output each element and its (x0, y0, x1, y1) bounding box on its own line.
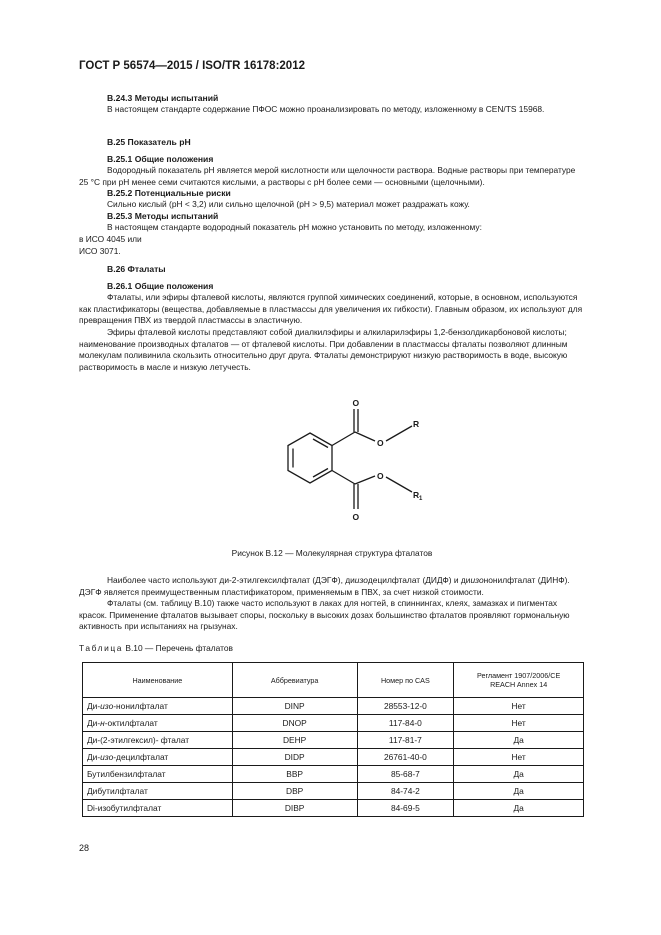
cell-abbr: DBP (232, 783, 357, 800)
cell-abbr: DNOP (232, 715, 357, 732)
header-abbr: Аббревиатура (232, 663, 357, 698)
heading-b25-3: В.25.3 Методы испытаний (107, 211, 219, 221)
table-row (83, 800, 584, 817)
text-b25-2: Сильно кислый (рН < 3,2) или сильно щелочной (рН > 9,5) материал может раздражать кожу. (107, 199, 470, 209)
atom-o-lower-ester: O (377, 471, 384, 481)
header-cas: Номер по CAS (357, 663, 454, 698)
lower-bond-carbonyl-oxygen (355, 476, 375, 484)
heading-b25-2: В.25.2 Потенциальные риски (107, 188, 231, 198)
upper-bond-carbonyl-oxygen (355, 432, 375, 441)
phthalate-structure-figure (255, 390, 445, 535)
table-row (83, 715, 584, 732)
text-b25-1: Водородный показатель рН является мерой кислотности или щелочности раствора. Водные растворы при температуре 25 °С при рН менее семи считаются кислыми, а растворы с рН более семи — основными (щелочными). (79, 165, 576, 187)
heading-b25: В.25 Показатель рН (107, 137, 191, 147)
cell-name: Ди-(2-этилгексил)- фталат (83, 732, 233, 749)
upper-bond-ring-carbonyl (332, 432, 355, 446)
cell-name: Ди-изо-нонилфталат (83, 698, 233, 715)
cell-regulation: Да (454, 800, 584, 817)
cell-cas: 117-84-0 (357, 715, 454, 732)
atom-r1-subscript: 1 (419, 496, 423, 502)
cell-name: Ди-н-октилфталат (83, 715, 233, 732)
text-after-figure-para2: Фталаты (см. таблицу В.10) также часто используют в лаках для ногтей, в спиннингах, клеях, замазках и пигментах красок. Применение фталатов вызывает споры, поскольку в высоких дозах большинство фталатов проявляют гормональную активность при испытаниях на грызунах. (79, 598, 570, 632)
text-b25-3-line3: ИСО 3071. (79, 246, 121, 256)
lower-bond-ring-carbonyl (332, 471, 355, 485)
phthalates-table (82, 662, 584, 817)
header-regulation: Регламент 1907/2006/CE REACH Annex 14 (454, 663, 584, 698)
cell-cas: 84-69-5 (357, 800, 454, 817)
cell-abbr: DINP (232, 698, 357, 715)
cell-cas: 84-74-2 (357, 783, 454, 800)
heading-b24-3: В.24.3 Методы испытаний (107, 93, 219, 103)
atom-r: R (413, 419, 420, 429)
atom-o-lower-carbonyl: O (352, 512, 360, 522)
table-caption: Таблица В.10 — Перечень фталатов (79, 643, 233, 653)
cell-cas: 28553-12-0 (357, 698, 454, 715)
text-b25-3-line1: В настоящем стандарте водородный показатель рН можно установить по методу, изложенному: (107, 222, 482, 232)
cell-cas: 26761-40-0 (357, 749, 454, 766)
table-row (83, 783, 584, 800)
cell-regulation: Да (454, 783, 584, 800)
cell-abbr: DEHP (232, 732, 357, 749)
cell-regulation: Нет (454, 749, 584, 766)
heading-b25-1: В.25.1 Общие положения (107, 154, 214, 164)
text-after-figure-para1: Наиболее часто используют ди-2-этилгексилфталат (ДЭГФ), диизодецилфталат (ДИДФ) и диизононилфталат (ДИНФ). ДЭГФ является преимущественным пластификатором, применяемым в ПВХ, за счет низкой стоимости. (79, 575, 570, 597)
atom-o-upper-carbonyl: O (352, 398, 360, 408)
text-b26-1-para1: Фталаты, или эфиры фталевой кислоты, являются группой химических соединений, которые, в основном, используются как пластификаторы (вещества, добавляемые в пластмассы для увеличения их гибкости). Главным образом, их используют для превращения ПВХ из твердой пластмассы в эластичную. (79, 292, 583, 326)
table-row (83, 732, 584, 749)
table-row (83, 698, 584, 715)
text-b25-3-line2: в ИСО 4045 или (79, 234, 142, 244)
ring-double-bond-bottom (313, 469, 328, 478)
heading-b26: В.26 Фталаты (107, 264, 166, 274)
cell-cas: 85-68-7 (357, 766, 454, 783)
atom-r1: R (413, 490, 420, 500)
cell-name: Ди-изо-децилфталат (83, 749, 233, 766)
cell-abbr: DIBP (232, 800, 357, 817)
cell-regulation: Нет (454, 698, 584, 715)
cell-abbr: BBP (232, 766, 357, 783)
cell-regulation: Да (454, 732, 584, 749)
text-b24-3: В настоящем стандарте содержание ПФОС можно проанализировать по методу, изложенному в CEN/TS 15968. (107, 104, 545, 114)
cell-abbr: DIDP (232, 749, 357, 766)
upper-bond-oxygen-r (386, 426, 412, 441)
benzene-ring (288, 433, 332, 483)
standard-header: ГОСТ Р 56574—2015 / ISO/TR 16178:2012 (79, 60, 305, 72)
table-header-row (83, 663, 584, 698)
cell-name: Дибутилфталат (83, 783, 233, 800)
table-row (83, 749, 584, 766)
lower-bond-oxygen-r1 (386, 477, 412, 492)
cell-cas: 117-81-7 (357, 732, 454, 749)
cell-name: Di-изобутилфталат (83, 800, 233, 817)
header-name: Наименование (83, 663, 233, 698)
cell-name: Бутилбензилфталат (83, 766, 233, 783)
cell-regulation: Нет (454, 715, 584, 732)
cell-regulation: Да (454, 766, 584, 783)
text-b26-1-para2: Эфиры фталевой кислоты представляют собой диалкилэфиры и алкиларилэфиры 1,2-бензолдикарбоновой кислоты; наименование производных фталатов — от фталевой кислоты. При добавлении в пластмассы фталаты позволяют длинным молекулам поливинила скользить относительно друг друга. Фталаты демонстрируют низкую растворимость в воде, высокую растворимость в масле и низкую летучесть. (79, 327, 568, 372)
page-number: 28 (79, 843, 90, 853)
heading-b26-1: В.26.1 Общие положения (107, 281, 214, 291)
figure-caption: Рисунок В.12 — Молекулярная структура фталатов (231, 548, 433, 558)
ring-double-bond-top (313, 439, 328, 448)
table-row (83, 766, 584, 783)
atom-o-upper-ester: O (377, 438, 384, 448)
